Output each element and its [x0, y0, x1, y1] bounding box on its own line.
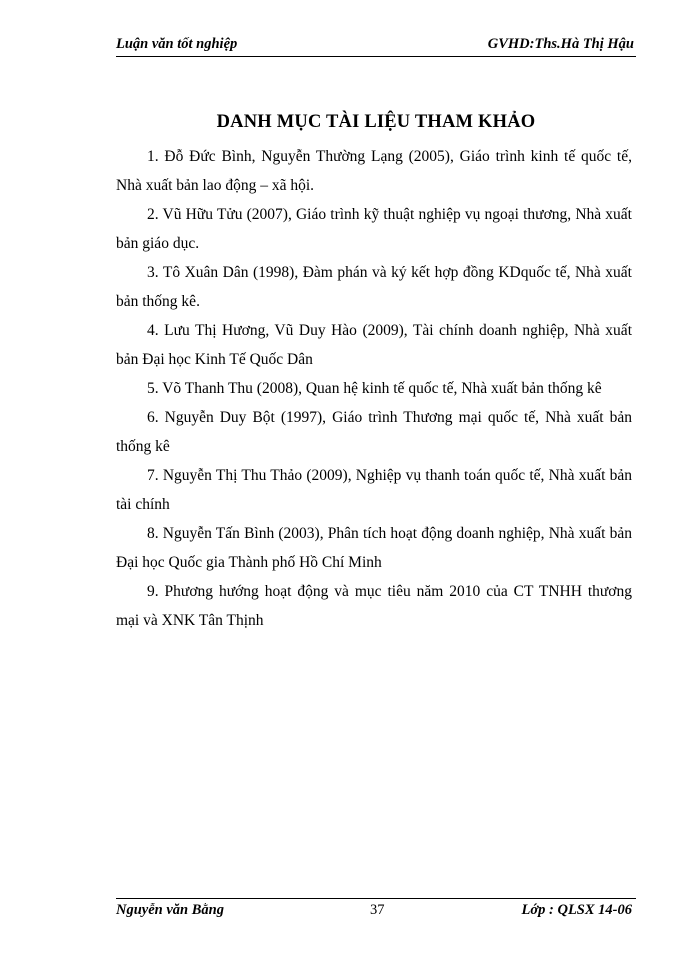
page-number: 37 [370, 902, 385, 918]
header-thesis-label: Luận văn tốt nghiệp [116, 36, 238, 52]
reference-item-3: 3. Tô Xuân Dân (1998), Đàm phán và ký kết hợp đồng KDquốc tế, Nhà xuất bản thống kê. [116, 264, 632, 310]
reference-item-9: 9. Phương hướng hoạt động và mục tiêu năm 2010 của CT TNHH thương mại và XNK Tân Thịnh [116, 583, 632, 629]
reference-list [116, 142, 632, 635]
reference-item-8: 8. Nguyễn Tấn Bình (2003), Phân tích hoạt động doanh nghiệp, Nhà xuất bản Đại học Quốc gia Thành phố Hồ Chí Minh [116, 525, 632, 571]
reference-item-4: 4. Lưu Thị Hương, Vũ Duy Hào (2009), Tài chính doanh nghiệp, Nhà xuất bản Đại học Kinh Tế Quốc Dân [116, 322, 632, 368]
page-header [116, 34, 636, 57]
reference-item-5: 5. Võ Thanh Thu (2008), Quan hệ kinh tế quốc tế, Nhà xuất bản thống kê [147, 380, 602, 397]
page-title: DANH MỤC TÀI LIỆU THAM KHẢO [216, 112, 536, 132]
reference-item-6: 6. Nguyễn Duy Bột (1997), Giáo trình Thương mại quốc tế, Nhà xuất bản thống kê [116, 409, 632, 455]
reference-item-7: 7. Nguyễn Thị Thu Thảo (2009), Nghiệp vụ thanh toán quốc tế, Nhà xuất bản tài chính [116, 467, 632, 513]
page-footer [116, 898, 636, 921]
reference-item-2: 2. Vũ Hữu Tửu (2007), Giáo trình kỹ thuật nghiệp vụ ngoại thương, Nhà xuất bản giáo dục. [116, 206, 632, 252]
reference-item-1: 1. Đỗ Đức Bình, Nguyễn Thường Lạng (2005), Giáo trình kinh tế quốc tế, Nhà xuất bản lao động – xã hội. [116, 148, 632, 194]
header-advisor-label: GVHD:Ths.Hà Thị Hậu [487, 36, 634, 52]
footer-class-label: Lớp : QLSX 14-06 [521, 902, 632, 918]
footer-author-label: Nguyễn văn Bằng [116, 902, 224, 918]
